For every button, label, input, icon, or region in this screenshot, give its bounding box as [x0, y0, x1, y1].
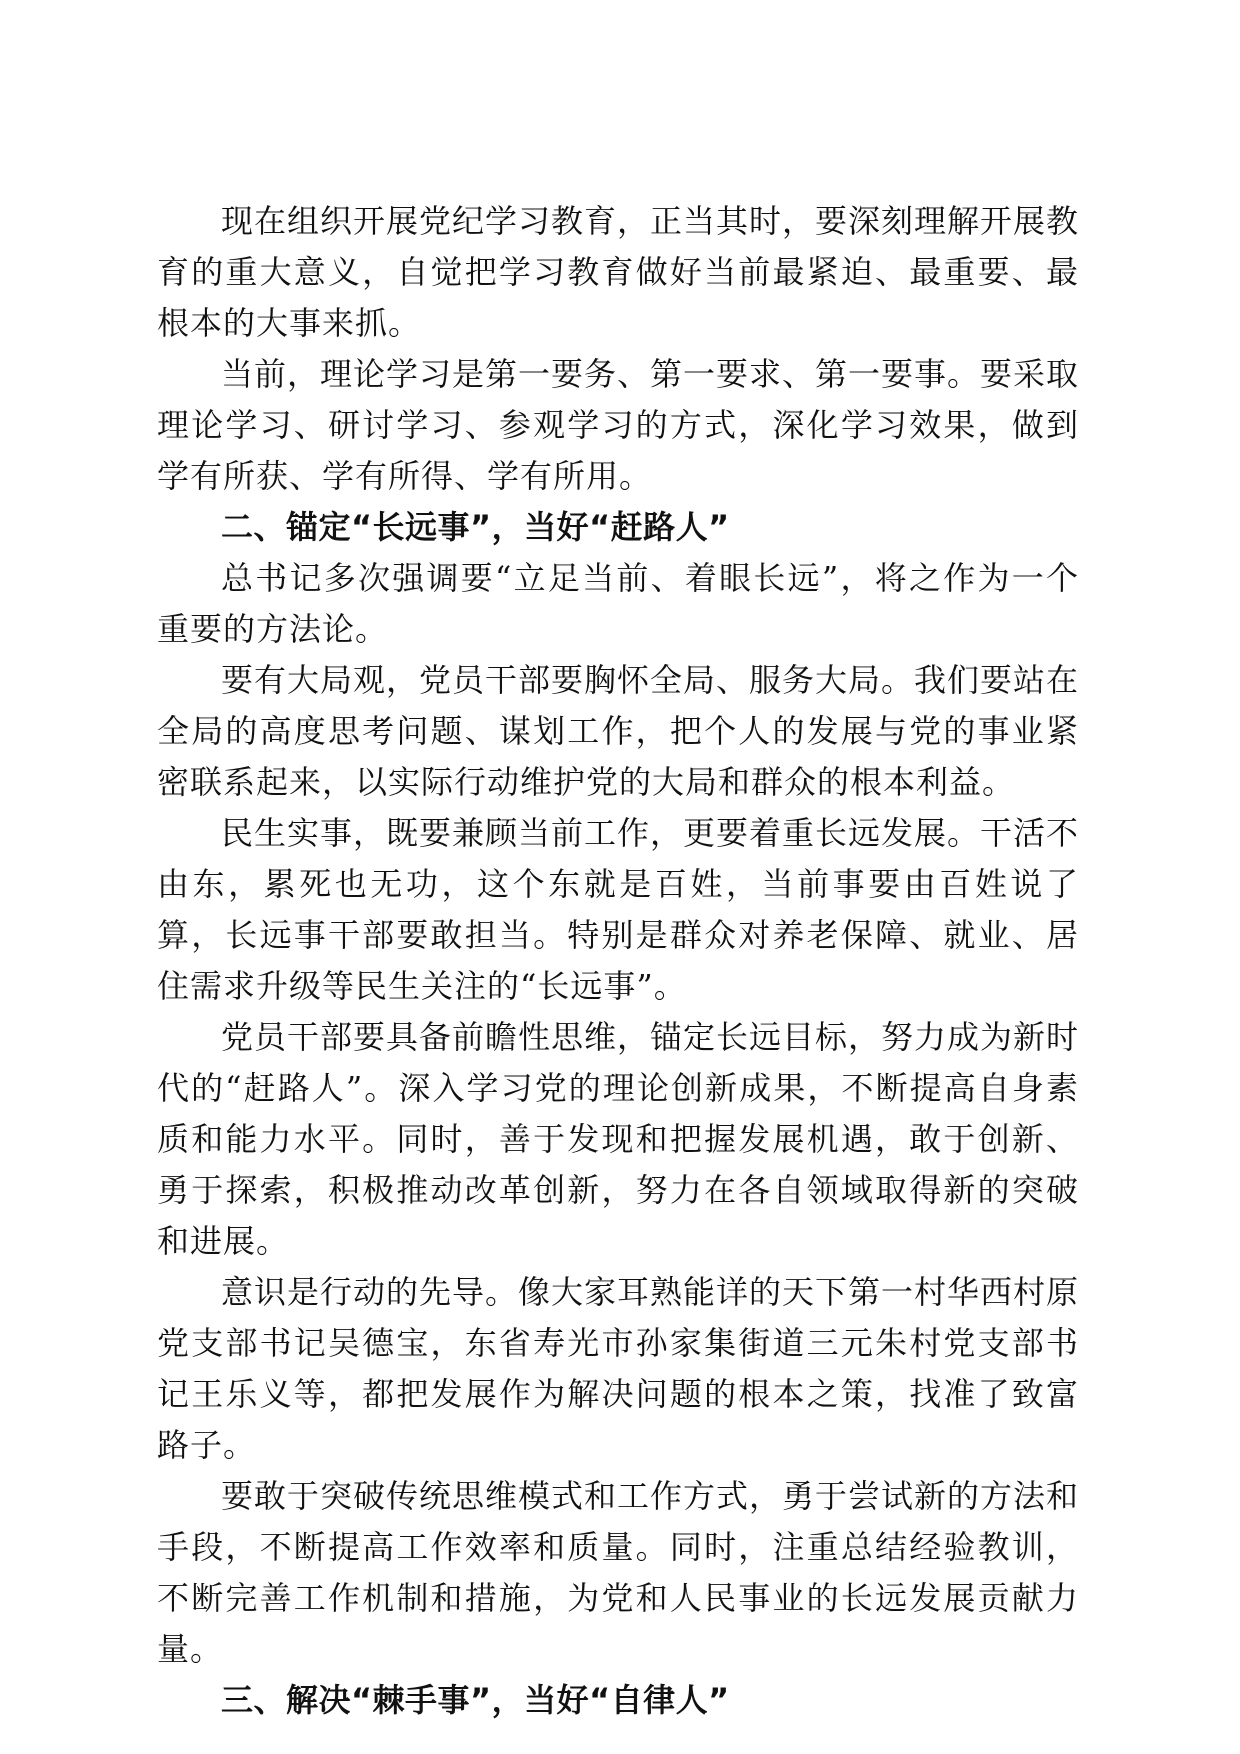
paragraph-innovation: 要敢于突破传统思维模式和工作方式，勇于尝试新的方法和手段，不断提高工作效率和质量。同时，注重总结经验教训，不断完善工作机制和措施，为党和人民事业的长远发展贡献力量。: [157, 1477, 1080, 1668]
document-body: [157, 196, 1079, 1726]
section-heading-3: 三、解决“棘手事”，当好“自律人”: [221, 1681, 730, 1719]
paragraph-theory-study: 当前，理论学习是第一要务、第一要求、第一要事。要采取理论学习、研讨学习、参观学习的方式，深化学习效果，做到学有所获、学有所得、学有所用。: [157, 355, 1080, 495]
paragraph-forward-thinking: 党员干部要具备前瞻性思维，锚定长远目标，努力成为新时代的“赶路人”。深入学习党的理论创新成果，不断提高自身素质和能力水平。同时，善于发现和把握发展机遇，敢于创新、勇于探索，积极推动改革创新，努力在各自领域取得新的突破和进展。: [157, 1018, 1080, 1260]
section-heading-2: 二、锚定“长远事”，当好“赶路人”: [221, 508, 730, 546]
paragraph-overall-view: 要有大局观，党员干部要胸怀全局、服务大局。我们要站在全局的高度思考问题、谋划工作，把个人的发展与党的事业紧密联系起来，以实际行动维护党的大局和群众的根本利益。: [157, 661, 1080, 801]
paragraph-livelihood: 民生实事，既要兼顾当前工作，更要着重长远发展。干活不由东，累死也无功，这个东就是百姓，当前事要由百姓说了算，长远事干部要敢担当。特别是群众对养老保障、就业、居住需求升级等民生关注的“长远事”。: [157, 814, 1080, 1005]
paragraph-awareness: 意识是行动的先导。像大家耳熟能详的天下第一村华西村原党支部书记吴德宝，东省寿光市孙家集街道三元朱村党支部书记王乐义等，都把发展作为解决问题的根本之策，找准了致富路子。: [157, 1273, 1080, 1464]
paragraph-methodology: 总书记多次强调要“立足当前、着眼长远”，将之作为一个重要的方法论。: [157, 559, 1079, 648]
paragraph-study-education: 现在组织开展党纪学习教育，正当其时，要深刻理解开展教育的重大意义，自觉把学习教育做好当前最紧迫、最重要、最根本的大事来抓。: [157, 202, 1080, 342]
